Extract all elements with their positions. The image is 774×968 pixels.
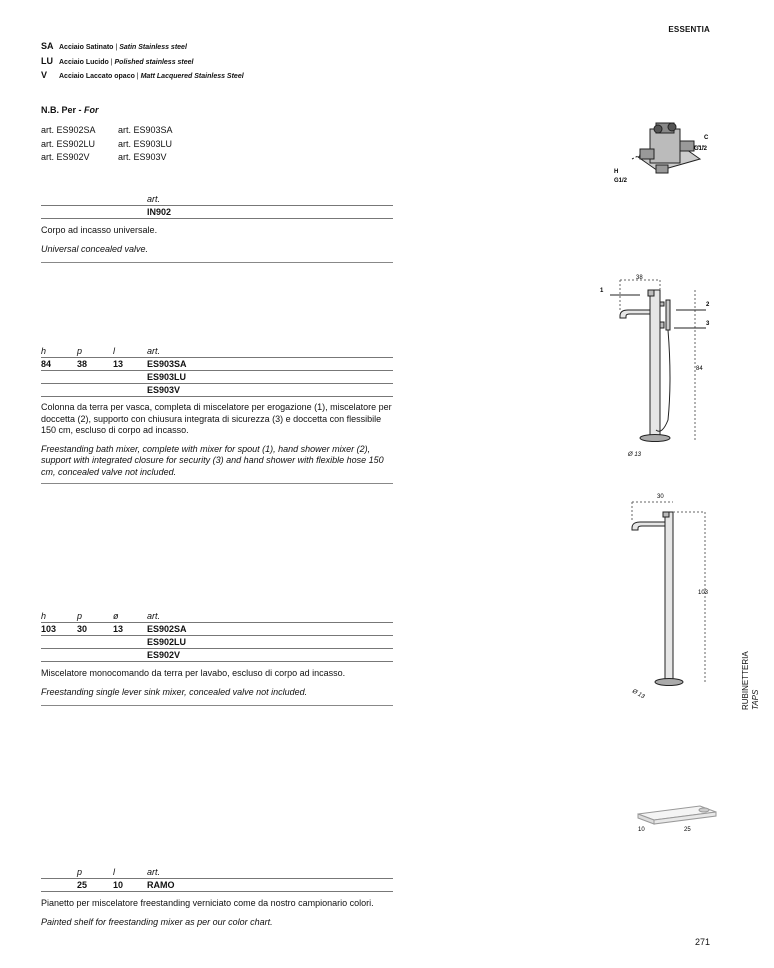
desc-es903: Colonna da terra per vasca, completa di miscelatore per erogazione (1), miscelatore per doccetta (2), supporto con chiusura integrata di sicurezza (3) e doccetta con flessibile 150 cm, escluso di corpo ad incasso. Freestanding bath mixer, complete with mixer for spout (1), hand shower mixer (2), support with integrated closure for security (3) and hand shower with flexible hose 150 cm, concealed valve not included. — [41, 402, 392, 477]
spec-row: ES903LU — [41, 371, 393, 384]
legend-row: LU Acciaio Lucido | Polished stainless steel — [41, 55, 194, 66]
callout-1: 1 — [600, 288, 604, 294]
spec-row: ES902LU — [41, 636, 393, 649]
desc-in902: Corpo ad incasso universale. Universal concealed valve. — [41, 225, 158, 254]
bath-mixer-drawing — [590, 270, 730, 465]
compat-row: art. ES902SA art. ES903SA — [41, 125, 173, 135]
dim-diameter: Ø 13 — [628, 452, 642, 458]
spec-table-ramo — [41, 866, 393, 892]
divider — [41, 262, 393, 263]
nb-heading: N.B. Per - For — [41, 105, 99, 115]
dim-a: 10 — [638, 827, 645, 833]
dim-height: 84 — [696, 366, 703, 372]
sink-mixer-drawing — [610, 488, 730, 700]
spec-header: h p ø art. — [41, 610, 393, 623]
spec-row: 25 10 RAMO — [41, 879, 393, 892]
spec-table-in902 — [41, 193, 393, 219]
concealed-valve-drawing — [600, 115, 720, 195]
dim-width: 30 — [657, 494, 664, 500]
spec-header: art. — [41, 193, 393, 206]
callout-3: 3 — [706, 321, 710, 327]
compat-list — [41, 124, 195, 165]
spec-table-es902 — [41, 610, 393, 662]
side-section-label: RUBINETTERIA TAPS — [741, 651, 760, 710]
legend-row: V Acciaio Laccato opaco | Matt Lacquered Stainless Steel — [41, 70, 244, 80]
spec-row: IN902 — [41, 206, 393, 219]
shelf-drawing — [630, 800, 720, 840]
compat-row: art. ES902V art. ES903V — [41, 152, 167, 162]
callout-2: 2 — [706, 302, 710, 308]
desc-ramo: Pianetto per miscelatore freestanding verniciato come da nostro campionario colori. Painted shelf for freestanding mixer as per our color chart. — [41, 898, 374, 927]
divider — [41, 705, 393, 706]
dim-b: 25 — [684, 827, 691, 833]
dim-width: 38 — [636, 275, 643, 281]
dim-height: 103 — [698, 590, 709, 596]
legend-row: SA Acciaio Satinato | Satin Stainless steel — [41, 41, 187, 51]
finish-legend — [41, 40, 244, 84]
spec-header: h p l art. — [41, 345, 393, 358]
divider — [41, 483, 393, 484]
label-c-size: G1/2 — [694, 146, 708, 152]
spec-header: p l art. — [41, 866, 393, 879]
desc-es902: Miscelatore monocomando da terra per lavabo, escluso di corpo ad incasso. Freestanding single lever sink mixer, concealed valve not included. — [41, 668, 346, 697]
brand-title: ESSENTIA — [668, 25, 710, 34]
label-h-size: G1/2 — [614, 178, 628, 184]
spec-row: 103 30 13 ES902SA — [41, 623, 393, 636]
page-number: 271 — [694, 937, 710, 947]
dim-diameter: Ø 13 — [631, 688, 646, 700]
compat-row: art. ES902LU art. ES903LU — [41, 138, 173, 149]
label-h: H — [614, 169, 619, 175]
spec-row: ES902V — [41, 649, 393, 662]
label-c: C — [704, 135, 709, 141]
spec-row: 84 38 13 ES903SA — [41, 358, 393, 371]
spec-table-es903 — [41, 345, 393, 397]
spec-row: ES903V — [41, 384, 393, 397]
